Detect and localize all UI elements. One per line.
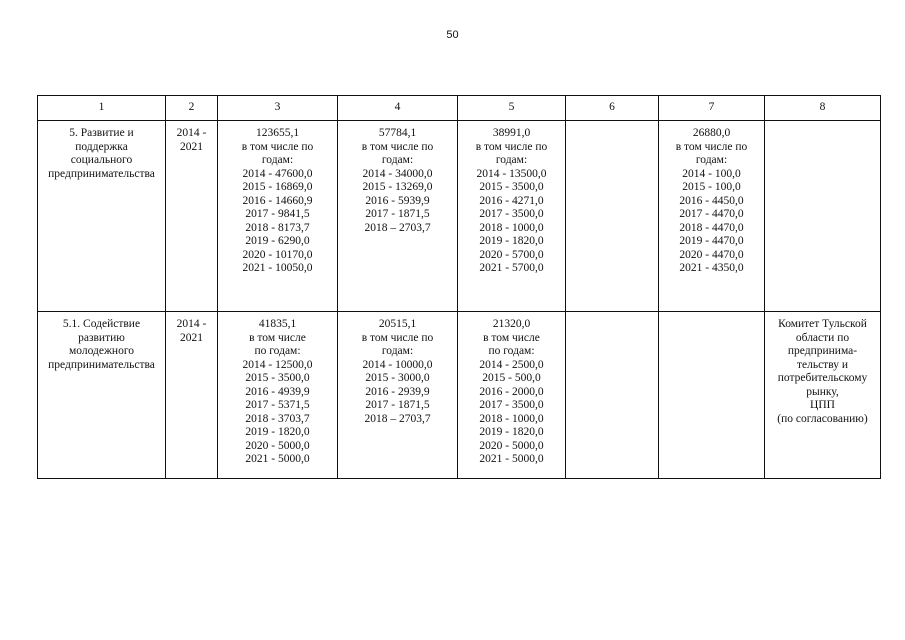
cell-text-line: в том числе по — [241, 140, 314, 153]
funding-col7-cell — [659, 121, 765, 312]
header-cell-7: 7 — [659, 96, 765, 121]
cell-text-line: в том числе по — [475, 140, 548, 153]
header-cell-4: 4 — [338, 96, 458, 121]
cell-text-line: в том числе — [483, 331, 540, 344]
cell-text-line: 2017 - 3500,0 — [479, 399, 544, 411]
cell-text-line: 57784,1 — [378, 127, 417, 139]
cell-text-line: 2021 - 5700,0 — [479, 262, 544, 274]
header-row — [38, 96, 881, 121]
cell-text-line: 2021 - 4350,0 — [679, 262, 744, 274]
activity-name-cell — [38, 312, 166, 479]
funding-col7-cell — [659, 312, 765, 479]
cell-text-line: 2018 – 2703,7 — [364, 412, 431, 425]
header-cell-8: 8 — [765, 96, 881, 121]
cell-text-line: 26880,0 — [692, 127, 731, 139]
cell-text-line: потребительскому — [777, 372, 868, 384]
funding-total-cell — [218, 121, 338, 312]
cell-text-line: 20515,1 — [378, 318, 417, 330]
header-cell-5: 5 — [458, 96, 566, 121]
cell-text-line: по годам: — [488, 345, 535, 357]
cell-text-line: 2021 - 10050,0 — [242, 262, 313, 274]
cell-text-line: в том числе по — [361, 331, 434, 344]
cell-text-line: 2014 - — [176, 318, 207, 330]
cell-text-line: 2018 – 2703,7 — [364, 221, 431, 234]
cell-text-line: предпринима- — [787, 345, 858, 357]
cell-text-line: 21320,0 — [492, 318, 531, 330]
cell-text-line: области по — [795, 331, 850, 344]
cell-text-line: 2015 - 3500,0 — [479, 181, 544, 193]
funding-col5-cell — [458, 121, 566, 312]
cell-text-line: 2014 - — [176, 127, 207, 139]
header-cell-6: 6 — [566, 96, 659, 121]
header-cell-1: 1 — [38, 96, 166, 121]
cell-text-line: 2016 - 5939,9 — [365, 194, 430, 207]
cell-text-line: (по согласованию) — [777, 412, 868, 425]
funding-col6-cell — [566, 121, 659, 312]
cell-text-line: в том числе — [249, 331, 306, 344]
cell-text-line: 2021 — [180, 140, 203, 153]
funding-col4-cell — [338, 121, 458, 312]
cell-text-line: социального — [70, 154, 133, 166]
cell-text-line: молодежного — [68, 345, 135, 357]
period-cell — [166, 121, 218, 312]
cell-text-line: 2018 - 1000,0 — [479, 221, 544, 234]
cell-text-line: 2017 - 3500,0 — [479, 208, 544, 220]
cell-text-line: в том числе по — [361, 140, 434, 153]
cell-text-line: 2015 - 3000,0 — [365, 372, 430, 384]
cell-text-line: 123655,1 — [255, 127, 300, 139]
executor-cell — [765, 312, 881, 479]
cell-text-line: 2019 - 1820,0 — [479, 235, 544, 247]
cell-text-line: 2019 - 6290,0 — [245, 235, 310, 247]
cell-text-line: 2020 - 5000,0 — [479, 439, 544, 452]
activity-name-cell — [38, 121, 166, 312]
cell-text-line: 2020 - 5700,0 — [479, 248, 544, 261]
header-cell-3: 3 — [218, 96, 338, 121]
cell-text-line: 2020 - 4470,0 — [679, 248, 744, 261]
cell-text-line: ЦПП — [810, 399, 835, 411]
cell-text-line: 2015 - 16869,0 — [242, 181, 313, 193]
cell-text-line: 2018 - 8173,7 — [245, 221, 310, 234]
cell-text-line: 2018 - 4470,0 — [679, 221, 744, 234]
cell-text-line: 2014 - 47600,0 — [242, 167, 313, 180]
cell-text-line: 2014 - 13500,0 — [476, 167, 547, 180]
executor-cell — [765, 121, 881, 312]
cell-text-line: 2019 - 1820,0 — [479, 426, 544, 438]
funding-col4-cell — [338, 312, 458, 479]
cell-text-line: Комитет Тульской — [778, 318, 867, 330]
cell-text-line: поддержка — [75, 140, 128, 153]
cell-text-line: 2016 - 4271,0 — [479, 194, 544, 207]
cell-text-line: 2014 - 2500,0 — [479, 358, 544, 371]
cell-text-line: 2017 - 5371,5 — [245, 399, 310, 411]
cell-text-line: 5.1. Содействие — [62, 318, 141, 330]
cell-text-line: 2018 - 3703,7 — [245, 412, 310, 425]
cell-text-line: 2014 - 34000,0 — [362, 167, 433, 180]
cell-text-line: 2014 - 12500,0 — [242, 358, 313, 371]
cell-text-line: 2017 - 4470,0 — [679, 208, 744, 220]
cell-text-line: 41835,1 — [258, 318, 297, 330]
cell-text-line: 2016 - 2939,9 — [365, 385, 430, 398]
table-row — [38, 312, 881, 479]
cell-text-line: годам: — [381, 345, 414, 357]
cell-text-line: 2014 - 10000,0 — [362, 358, 433, 371]
cell-text-line: в том числе по — [675, 140, 748, 153]
cell-text-line: 2015 - 500,0 — [482, 372, 541, 384]
cell-text-line: 2016 - 14660,9 — [242, 194, 313, 207]
cell-text-line: 2021 - 5000,0 — [479, 453, 544, 465]
cell-text-line: предпринимательства — [48, 167, 155, 180]
cell-text-line: 2016 - 2000,0 — [479, 385, 544, 398]
cell-text-line: рынку, — [806, 385, 839, 398]
cell-text-line: 38991,0 — [492, 127, 531, 139]
cell-text-line: 2019 - 1820,0 — [245, 426, 310, 438]
cell-text-line: 2018 - 1000,0 — [479, 412, 544, 425]
table-row — [38, 121, 881, 312]
cell-text-line: 2020 - 10170,0 — [242, 248, 313, 261]
cell-text-line: 2017 - 1871,5 — [365, 208, 430, 220]
cell-text-line: по годам: — [254, 345, 301, 357]
period-cell — [166, 312, 218, 479]
cell-text-line: 5. Развитие и — [69, 127, 134, 139]
cell-text-line: 2015 - 100,0 — [682, 181, 741, 193]
funding-total-cell — [218, 312, 338, 479]
program-table — [37, 95, 881, 479]
cell-text-line: развитию — [78, 331, 125, 344]
cell-text-line: годам: — [381, 154, 414, 166]
cell-text-line: 2017 - 9841,5 — [245, 208, 310, 220]
cell-text-line: тельству и — [796, 358, 849, 371]
cell-text-line: предпринимательства — [48, 358, 155, 371]
cell-text-line: 2015 - 3500,0 — [245, 372, 310, 384]
cell-text-line: 2021 - 5000,0 — [245, 453, 310, 465]
cell-text-line: 2015 - 13269,0 — [362, 181, 433, 193]
cell-text-line: 2016 - 4450,0 — [679, 194, 744, 207]
cell-text-line: годам: — [261, 154, 294, 166]
cell-text-line: 2020 - 5000,0 — [245, 439, 310, 452]
cell-text-line: 2017 - 1871,5 — [365, 399, 430, 411]
cell-text-line: 2016 - 4939,9 — [245, 385, 310, 398]
funding-col5-cell — [458, 312, 566, 479]
cell-text-line: 2019 - 4470,0 — [679, 235, 744, 247]
page-number: 50 — [446, 29, 459, 41]
cell-text-line: 2021 — [180, 331, 203, 344]
cell-text-line: годам: — [495, 154, 528, 166]
funding-col6-cell — [566, 312, 659, 479]
cell-text-line: годам: — [695, 154, 728, 166]
cell-text-line: 2014 - 100,0 — [682, 167, 741, 180]
header-cell-2: 2 — [166, 96, 218, 121]
